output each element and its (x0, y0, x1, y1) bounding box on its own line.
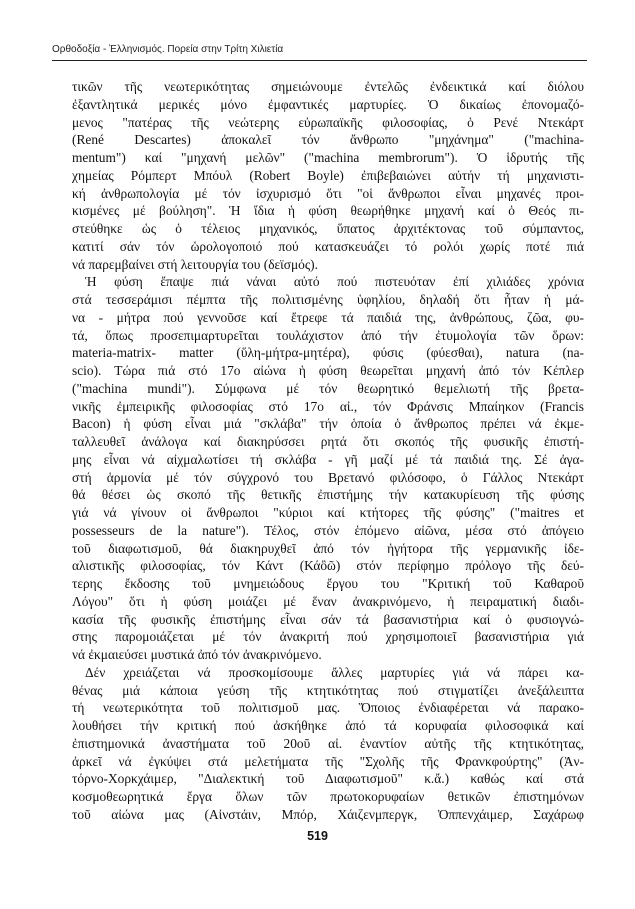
text-line: τή νεωτερικότητα τοῦ πολιτισμοῦ μας. Ὅποιος ἐνδιαφέρεται νά παρακο- (72, 700, 584, 716)
text-line: ἐξαντλητικά μερικές μόνο ἐμφαντικές μαρτυρίες. Ὁ δικαίως ἐπονομαζό- (72, 96, 584, 112)
text-line: ἐπιστημονικά ἀναστήματα τοῦ 20οῦ αἰ. ἐναντίον αὐτῆς τῆς κτητικότητας, (72, 735, 584, 751)
text-line: τοῦ διαφωτισμοῦ, θά διακηρυχθεῖ ἀπό τόν ἡγήτορα τῆς γερμανικῆς ἰδε- (72, 540, 584, 556)
text-line: ἀρκεῖ νά ἐγκύψει στά μελετήματα τῆς "Σχολῆς τῆς Φρανκφούρτης" (Ἀν- (72, 753, 584, 769)
text-line: Bacon) ἡ φύση εἶναι μιά "σκλάβα" τήν ὁποία ὁ ἄνθρωπος πρέπει νά ἐκμε- (72, 416, 584, 432)
running-header: Ορθοδοξία - Ἑλληνισμός. Πορεία στην Τρίτη Χιλιετία (52, 44, 284, 55)
text-line: κασία τῆς φυσικῆς ἐπιστήμης εἶναι σάν τά βασανιστήρια καί ὁ φυσιογνώ- (72, 611, 584, 627)
text-line: νικῆς ἐμπειρικῆς φιλοσοφίας στό 17ο αἰ., τόν Φράνσις Μπαίηκον (Francis (72, 398, 584, 414)
text-line: scio). Τώρα πιά στό 17ο αἰώνα ἡ φύση θεωρεῖται μηχανή ἀπό τόν Κέπλερ (72, 363, 584, 378)
page-number: 519 (307, 829, 328, 843)
text-line: ταλλευθεῖ ἀνάλογα καί διακηρύσσει ρητά ὅτι σκοπός τῆς φυσικῆς ἐπιστή- (72, 434, 584, 449)
text-line: mentum") καί "μηχανή μελῶν" ("machina membrorum"). Ὁ ἱδρυτής τῆς (72, 150, 584, 165)
header-rule (52, 60, 587, 61)
text-line: κισμένες μέ βούληση". Ἡ ἴδια ἡ φύση θεωρήθηκε μηχανή καί ὁ Θεός πι- (72, 203, 584, 219)
text-line: μης εἶναι νά αἰχμαλωτίσει τή σκλάβα - γῆ μαζί μέ τά παιδιά της. Σέ ἀγα- (72, 451, 584, 467)
text-line: τά, ὅπως προσεπιμαρτυρεῖται τουλάχιστον ἀπό τήν ἐτυμολογία τῶν ὅρων: (72, 327, 584, 343)
text-line: κατιτί σάν τόν ὡρολογοποιό πού κατασκευάζει τό ρολόι χωρίς ποτέ πιά (72, 238, 584, 254)
text-line: Δέν χρειάζεται νά προσκομίσουμε ἄλλες μαρτυρίες γιά νά πάρει κα- (85, 664, 584, 680)
text-line: κή ἀνθρωπολογία μέ τόν ἰσχυρισμό ὅτι "οἱ ἄνθρωποι εἶναι μηχανές προι- (72, 185, 584, 201)
text-line: να - μήτρα πού γεννοῦσε καί ἔτρεφε τά παιδιά της, ἀνθρώπους, ζῶα, φυ- (72, 309, 584, 325)
text-line: αλιστικῆς φιλοσοφίας, τόν Κάντ (Κάὂῶ) στόν περίφημο πρόλογο τῆς δεύ- (72, 558, 584, 574)
text-line: στή ἁρμονία μέ τόν σύγχρονό του Βρετανό φιλόσοφο, ὁ Γάλλος Ντεκάρτ (72, 469, 584, 485)
text-line: μενος "πατέρας τῆς νεώτερης εὐρωπαϊκῆς φιλοσοφίας, ὁ Ρενέ Ντεκάρτ (72, 114, 584, 130)
text-line: στεύθηκε ὡς ὁ τέλειος μηχανικός, ὕπατος ἀρχιτέκτονας τοῦ σύμπαντος, (72, 221, 584, 236)
text-line: τοῦ αἰώνα μας (Αἰνστάιν, Μπόρ, Χάιζενμπεργκ, Ὀππενχάιμερ, Σαχάρωφ (72, 806, 584, 822)
text-line: γιά νά γίνουν οἱ ἄνθρωποι "κύριοι καί κτήτορες τῆς φύσης" ("maitres et (72, 505, 584, 520)
text-line: θένας μιά κάποια γεύση τῆς κτητικότητας πού στιγματίζει ἀνεξάλειπτα (72, 682, 584, 698)
text-line: θά θέσει ὡς σκοπό τῆς θετικῆς ἐπιστήμης τήν κατακυρίευση τῆς φύσης (72, 487, 584, 503)
text-line: χημείας Ρόμπερτ Μπόυλ (Robert Boyle) ἐπιβεβαιώνει αὐτήν τή μηχανιστι- (72, 167, 584, 183)
body-text (72, 78, 584, 824)
text-line: τικῶν τῆς νεωτερικότητας σημειώνουμε ἐντελῶς ἐνδεικτικά καί διόλου (72, 79, 584, 94)
text-line: κοσμοθεωρητικά ἔργα ὅλων τῶν πρωτοκορυφαίων θετικῶν ἐπιστημόνων (72, 789, 584, 804)
text-line: στης παρομοιάζεται μέ τόν ἀνακριτή πού χρησιμοποιεῖ βασανιστήρια γιά (72, 629, 584, 645)
text-line: λουθήσει τήν κριτική πού ἀσκήθηκε ἀπό τά κορυφαία φιλοσοφικά καί (72, 718, 584, 733)
text-line: materia-matrix- matter (ὕλη-μήτρα-μητέρα), φύσις (φύεσθαι), natura (na- (72, 345, 584, 361)
text-line: τερης ἔκδοσης τοῦ μνημειώδους ἔργου του "Κριτική τοῦ Καθαροῦ (72, 576, 584, 591)
text-line: τόρνο-Χορκχάιμερ, "Διαλεκτική τοῦ Διαφωτισμοῦ" κ.ἄ.) καθώς καί στά (72, 771, 584, 787)
text-line: ("machina mundi"). Σύμφωνα μέ τόν θεωρητικό θεμελιωτή τῆς βρετα- (72, 380, 584, 396)
text-line: Λόγου" ὅτι ἡ φύση μοιάζει μέ ἕναν ἀνακρινόμενο, ἡ πειραματική διαδι- (72, 593, 584, 609)
text-line: στά τεσσεράμισι πέμπτα τῆς πολιτισμένης ὑφηλίου, δηλαδή ὅτι ἦταν ἡ μά- (72, 292, 584, 307)
text-line: νά παρεμβαίνει στή λειτουργία του (δεϊσμός). (72, 256, 318, 272)
text-line: νά ἐκμαιεύσει μυστικά ἀπό τόν ἀνακρινόμενο. (72, 647, 322, 662)
text-line: Ἡ φύση ἔπαψε πιά νάναι αὐτό πού πιστευόταν ἐπί χιλιάδες χρόνια (85, 274, 584, 290)
text-line: (René Descartes) ἀποκαλεῖ τόν ἄνθρωπο "μηχάνημα" ("machina- (72, 132, 584, 148)
text-line: possesseurs de la nature"). Τέλος, στόν ἑπόμενο αἰῶνα, μέσα στό ἀπόγειο (72, 522, 584, 538)
